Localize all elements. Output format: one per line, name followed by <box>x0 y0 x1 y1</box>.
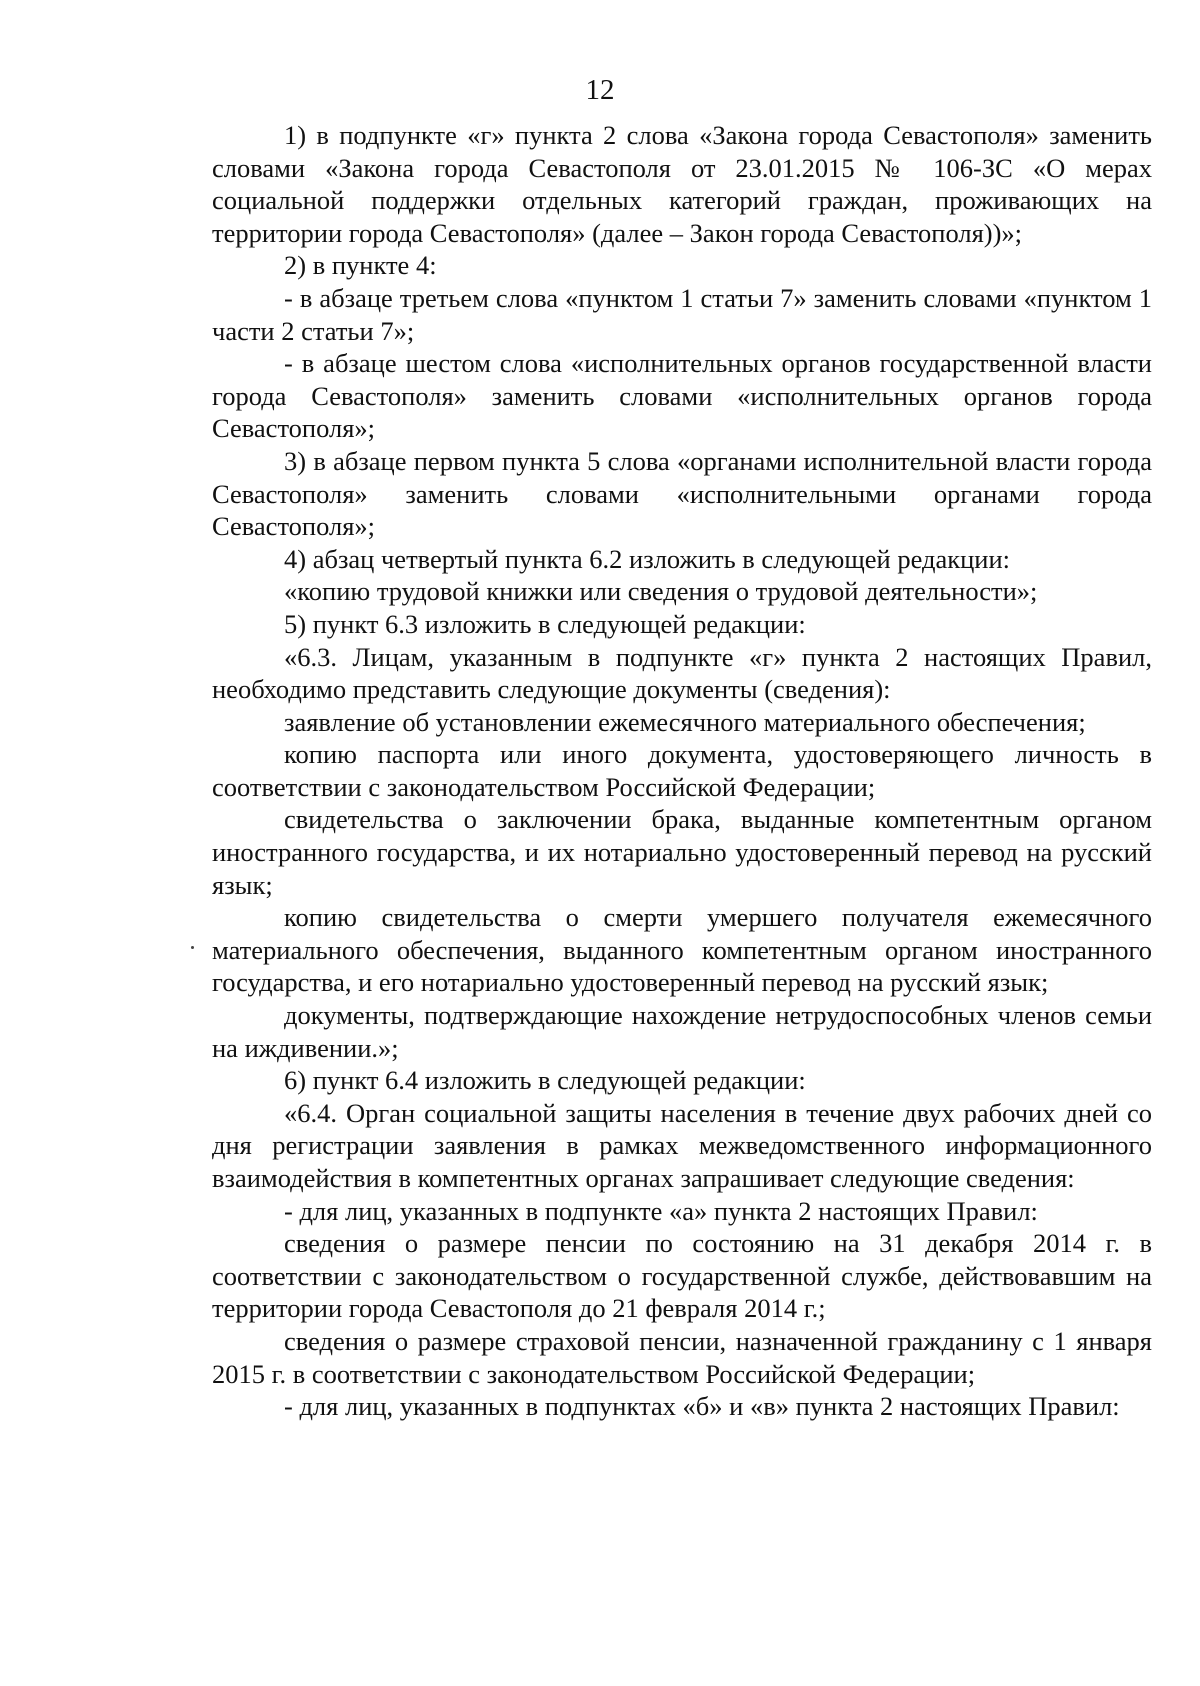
paragraph-6-3-intro: «6.3. Лицам, указанным в подпункте «г» пункта 2 настоящих Правил, необходимо представить следующие документы (сведения): <box>212 641 1152 705</box>
paragraph-item-1: 1) в подпункте «г» пункта 2 слова «Закона города Севастополя» заменить словами «Закона города Севастополя от 23.01.2015 № 106-ЗС «О мерах социальной поддержки отдельных категорий граждан, проживающих на территории города Севастополя» (далее – Закон города Севастополя))»; <box>212 120 1152 248</box>
paragraph-item-5: 5) пункт 6.3 изложить в следующей редакции: <box>284 608 806 639</box>
paragraph-6-3-doc-4: копию свидетельства о смерти умершего получателя ежемесячного материального обеспечения, выданного компетентным органом иностранного государства, и его нотариально удостоверенный перевод на русский язык; <box>212 902 1152 998</box>
paragraph-point-4-sub-2: - в абзаце шестом слова «исполнительных органов государственной власти города Севастополя» заменить словами «исполнительных органов города Севастополя»; <box>212 348 1152 444</box>
page-number: 12 <box>585 74 615 106</box>
paragraph-6-4-intro: «6.4. Орган социальной защиты населения в течение двух рабочих дней со дня регистрации заявления в рамках межведомственного информационного взаимодействия в компетентных органах запрашивает следующие сведения: <box>212 1097 1152 1193</box>
paragraph-item-3: 3) в абзаце первом пункта 5 слова «органами исполнительной власти города Севастополя» заменить словами «исполнительными органами города Севастополя»; <box>212 445 1152 542</box>
document-body <box>212 119 1152 1423</box>
paragraph-item-4: 4) абзац четвертый пункта 6.2 изложить в следующей редакции: <box>284 543 1011 574</box>
paragraph-6-4-group-a: - для лиц, указанных в подпункте «а» пункта 2 настоящих Правил: <box>284 1195 1038 1226</box>
scan-dot-mark <box>191 946 194 949</box>
paragraph-6-4-group-a-info-2: сведения о размере страховой пенсии, назначенной гражданину с 1 января 2015 г. в соответствии с законодательством Российской Федерации; <box>212 1325 1152 1389</box>
paragraph-6-4-group-a-info-1: сведения о размере пенсии по состоянию на 31 декабря 2014 г. в соответствии с законодательством о государственной службе, действовавшим на территории города Севастополя до 21 февраля 2014 г.; <box>212 1228 1152 1324</box>
paragraph-6-3-doc-5: документы, подтверждающие нахождение нетрудоспособных членов семьи на иждивении.»; <box>212 1000 1152 1063</box>
paragraph-6-3-doc-2: копию паспорта или иного документа, удостоверяющего личность в соответствии с законодательством Российской Федерации; <box>212 739 1152 802</box>
paragraph-item-2: 2) в пункте 4: <box>284 250 437 281</box>
paragraph-point-4-sub-1: - в абзаце третьем слова «пунктом 1 статьи 7» заменить словами «пунктом 1 части 2 статьи 7»; <box>212 282 1152 346</box>
paragraph-item-4-text: «копию трудовой книжки или сведения о трудовой деятельности»; <box>284 576 1038 607</box>
paragraph-6-3-doc-1: заявление об установлении ежемесячного материального обеспечения; <box>284 706 1086 737</box>
paragraph-6-4-group-b-v: - для лиц, указанных в подпунктах «б» и «в» пункта 2 настоящих Правил: <box>284 1391 1120 1422</box>
paragraph-item-6: 6) пункт 6.4 изложить в следующей редакции: <box>284 1065 806 1096</box>
paragraph-6-3-doc-3: свидетельства о заключении брака, выданные компетентным органом иностранного государства, и их нотариально удостоверенный перевод на русский язык; <box>212 804 1152 900</box>
